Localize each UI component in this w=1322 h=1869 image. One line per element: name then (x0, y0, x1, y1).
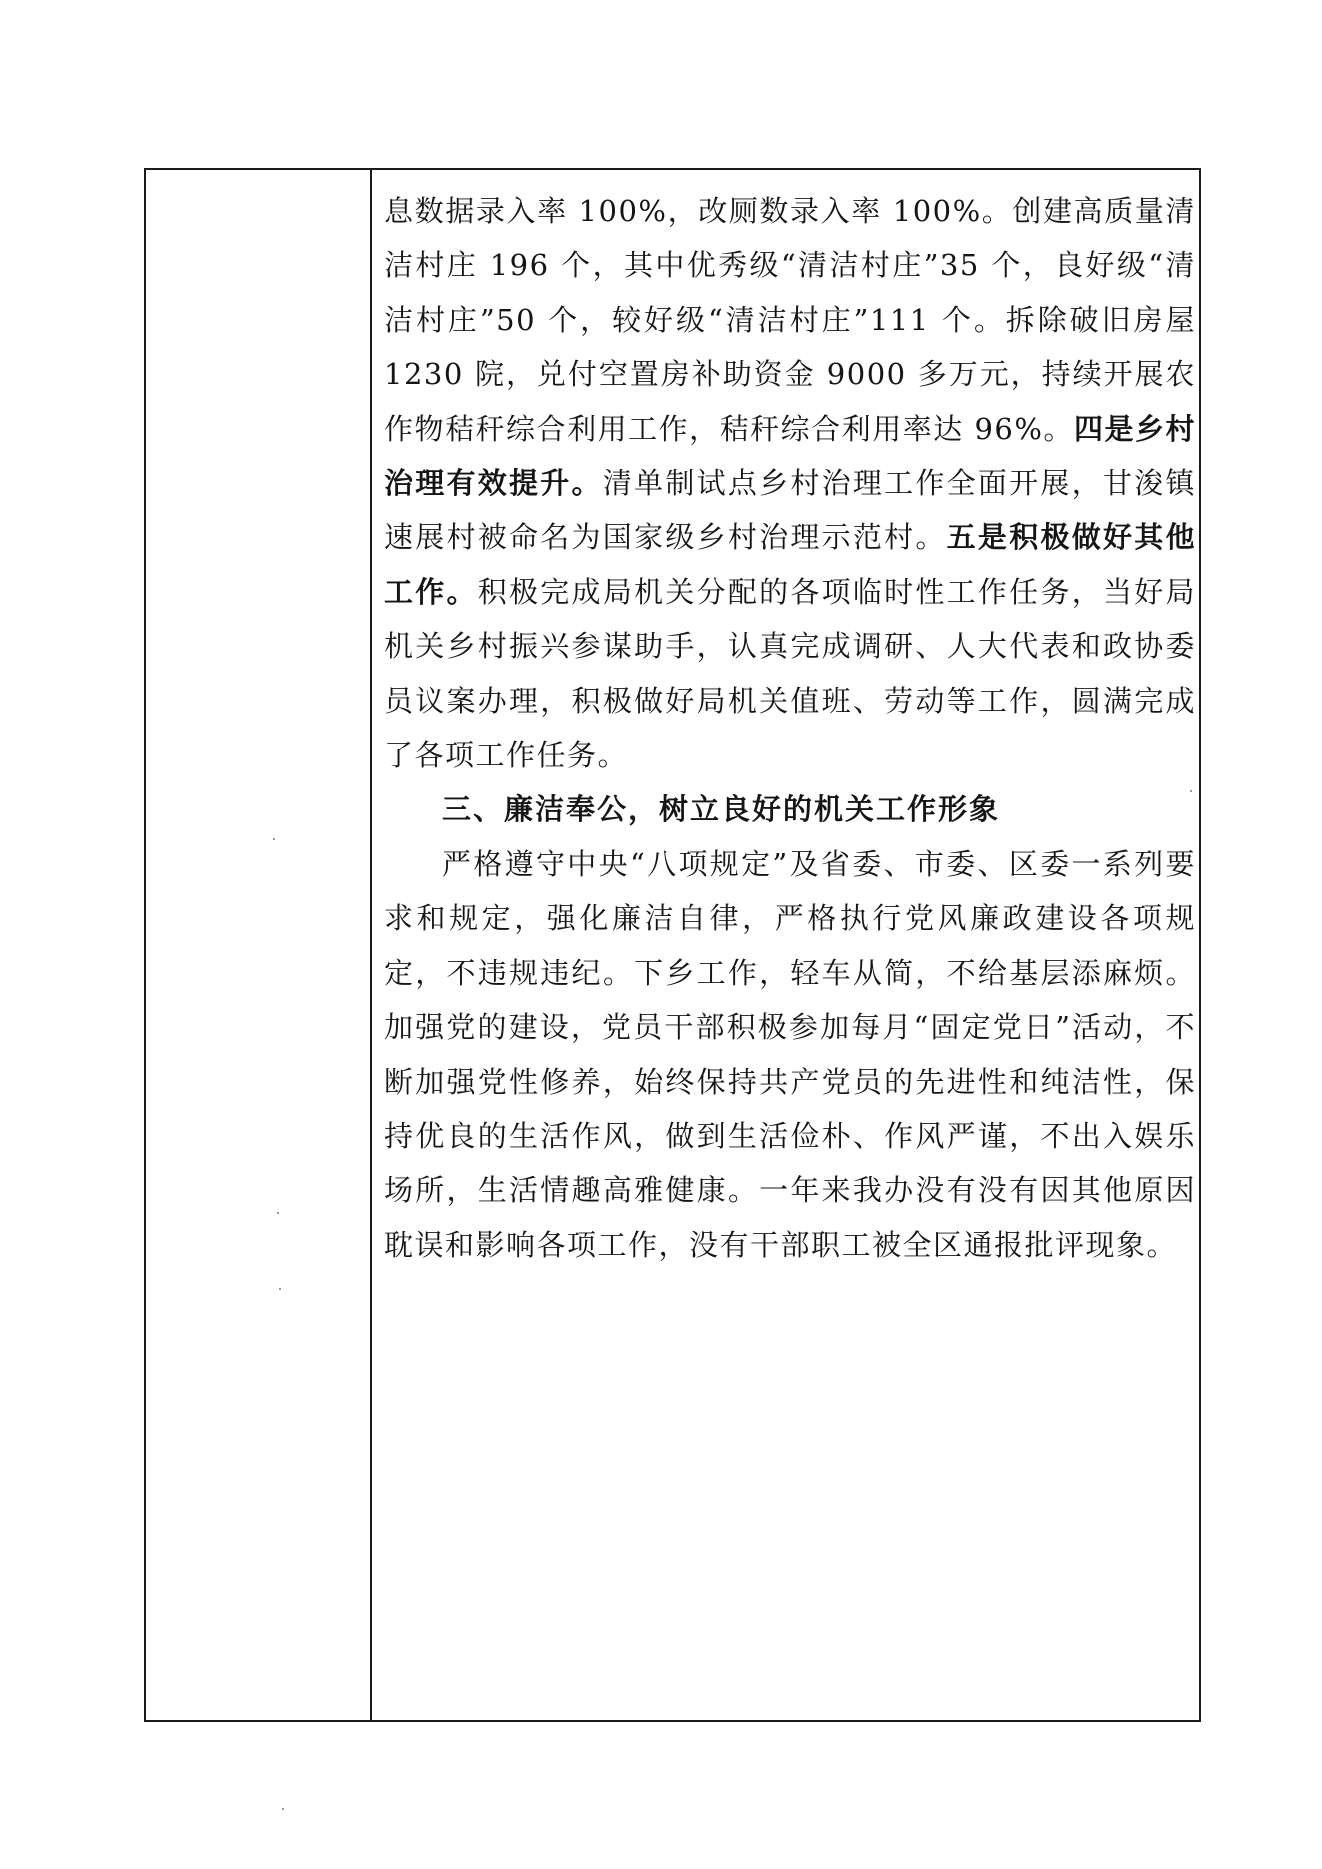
label-column-cell (146, 170, 372, 1720)
paragraph-text: 积极完成局机关分配的各项临时性工作任务，当好局机关乡村振兴参谋助手，认真完成调研、人大代表和政协委员议案办理，积极做好局机关值班、劳动等工作，圆满完成了各项工作任务。 (384, 574, 1196, 773)
paragraph-achievements (384, 184, 1196, 782)
bold-point-five: 五是积极做好其他工作。 (384, 520, 1196, 609)
paragraph-text: 清单制试点乡村治理工作全面开展，甘浚镇速展村被命名为国家级乡村治理示范村。 (384, 466, 1196, 555)
form-table (144, 168, 1201, 1722)
content-cell (372, 170, 1199, 1720)
scan-speck (273, 838, 275, 840)
body-text (384, 184, 1196, 1272)
bold-point-four: 四是乡村治理有效提升。 (384, 411, 1196, 501)
section-heading: 三、廉洁奉公，树立良好的机关工作形象 (442, 792, 1001, 827)
paragraph-integrity: 严格遵守中央“八项规定”及省委、市委、区委一系列要求和规定，强化廉洁自律，严格执行党风廉政建设各项规定，不违规违纪。下乡工作，轻车从简，不给基层添麻烦。加强党的建设，党员干部积极参加每月“固定党日”活动，不断加强党性修养，始终保持共产党员的先进性和纯洁性，保持优良的生活作风，做到生活俭朴、作风严谨，不出入娱乐场所，生活情趣高雅健康。一年来我办没有没有因其他原因耽误和影响各项工作，没有干部职工被全区通报批评现象。 (384, 846, 1196, 1262)
paragraph-text: 息数据录入率 100%，改厕数录入率 100%。创建高质量清洁村庄 196 个，其中优秀级“清洁村庄”35 个，良好级“清洁村庄”50 个，较好级“清洁村庄”111 个。拆除破旧房屋 1230 院，兑付空置房补助资金 9000 多万元，持续开展农作物秸秆综合利用工作，秸秆综合利用率达 96%。 (384, 194, 1196, 446)
scan-speck (1190, 790, 1192, 792)
scan-speck (277, 1212, 279, 1214)
scan-speck (282, 1808, 284, 1810)
scan-speck (279, 1288, 281, 1290)
